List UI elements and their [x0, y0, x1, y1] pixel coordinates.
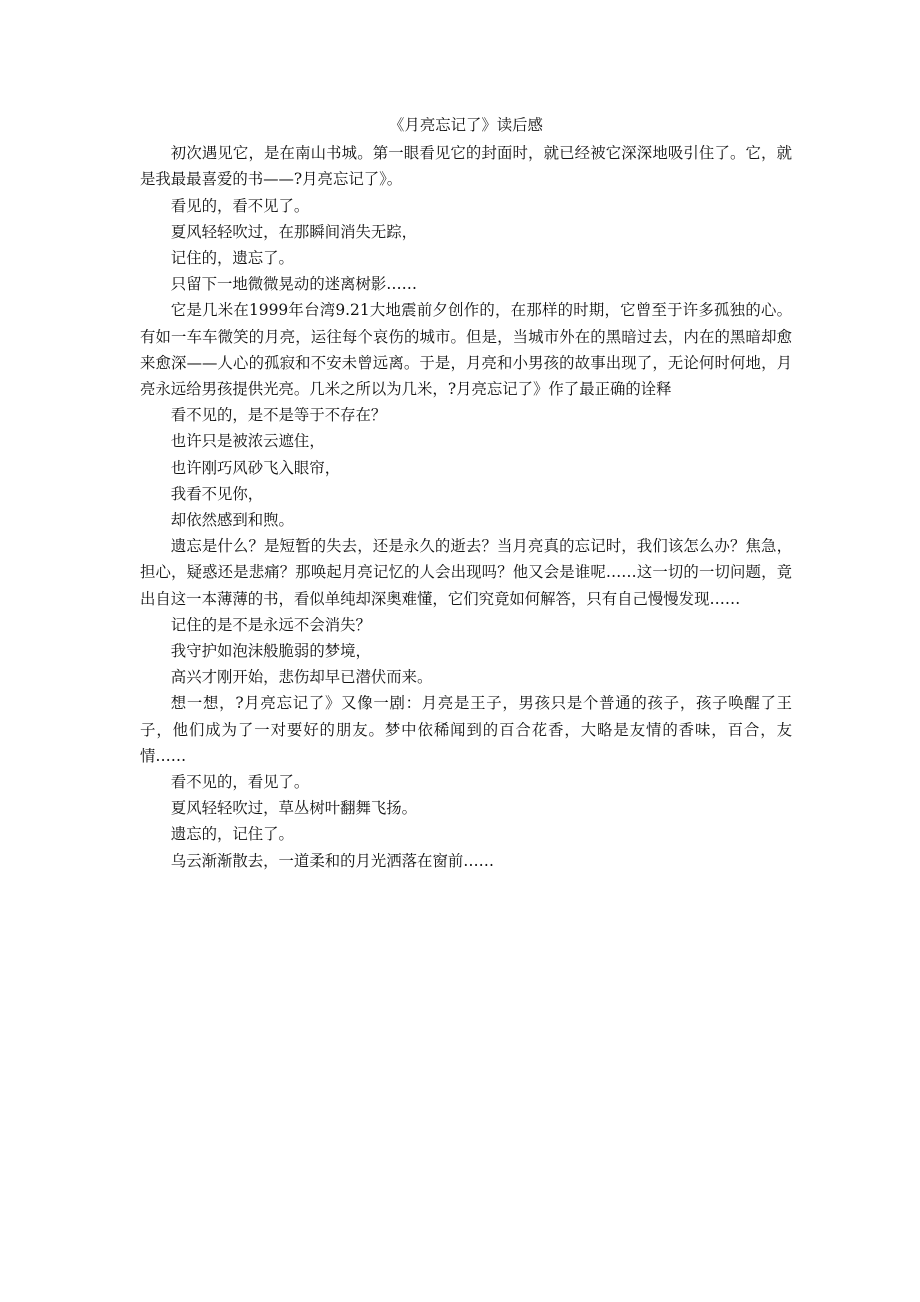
paragraph: 却依然感到和煦。: [170, 511, 294, 530]
paragraph: 它是几米在1999年台湾9.21大地震前夕创作的，在那样的时期，它曾至于许多孤独的心。有如一车车微笑的月亮，运往每个哀伤的城市。但是，当城市外在的黑暗过去，内在的黑暗却愈来愈深——人心的孤寂和不安未曾远离。于是，月亮和小男孩的故事出现了，无论何时何地，月亮永远给男孩提供光亮。几米之所以为几米，?月亮忘记了》作了最正确的诠释: [140, 301, 792, 399]
paragraph: 想一想，?月亮忘记了》又像一剧：月亮是王子，男孩只是个普通的孩子，孩子唤醒了王子，他们成为了一对要好的朋友。梦中依稀闻到的百合花香，大略是友情的香味，百合，友情……: [140, 694, 792, 765]
paragraph: 也许刚巧风砂飞入眼帘，: [170, 458, 341, 477]
paragraph: 遗忘的，记住了。: [170, 825, 294, 844]
paragraph: 看见的，看不见了。: [170, 196, 310, 215]
paragraph: 只留下一地微微晃动的迷离树影……: [170, 275, 418, 294]
paragraph: 记住的，遗忘了。: [170, 249, 294, 268]
paragraph: 遗忘是什么？是短暂的失去，还是永久的逝去？当月亮真的忘记时，我们该怎么办？焦急，担心，疑惑还是悲痛？那唤起月亮记忆的人会出现吗？他又会是谁呢……这一切的一切问题，竟出自这一本薄薄的书，看似单纯却深奥难懂，它们究竟如何解答，只有自己慢慢发现……: [140, 537, 792, 608]
document-title: 《月亮忘记了》读后感: [389, 116, 543, 134]
document-body: [140, 112, 792, 874]
paragraph: 记住的是不是永远不会消失？: [170, 615, 371, 634]
paragraph: 看不见的，是不是等于不存在？: [170, 406, 387, 425]
paragraph: 乌云渐渐散去，一道柔和的月光洒落在窗前……: [170, 851, 495, 870]
paragraph: 初次遇见它，是在南山书城。第一眼看见它的封面时，就已经被它深深地吸引住了。它，就是我最最喜爱的书——?月亮忘记了》。: [140, 144, 792, 189]
paragraph: 也许只是被浓云遮住，: [170, 432, 325, 451]
paragraph: 看不见的，看见了。: [170, 773, 310, 792]
paragraph: 夏风轻轻吹过，草丛树叶翻舞飞扬。: [170, 799, 418, 818]
paragraph: 我守护如泡沫般脆弱的梦境，: [170, 642, 371, 661]
paragraph: 我看不见你，: [170, 484, 264, 503]
paragraph: 夏风轻轻吹过，在那瞬间消失无踪，: [170, 222, 418, 241]
paragraph: 高兴才刚开始，悲伤却早已潜伏而来。: [170, 668, 433, 687]
